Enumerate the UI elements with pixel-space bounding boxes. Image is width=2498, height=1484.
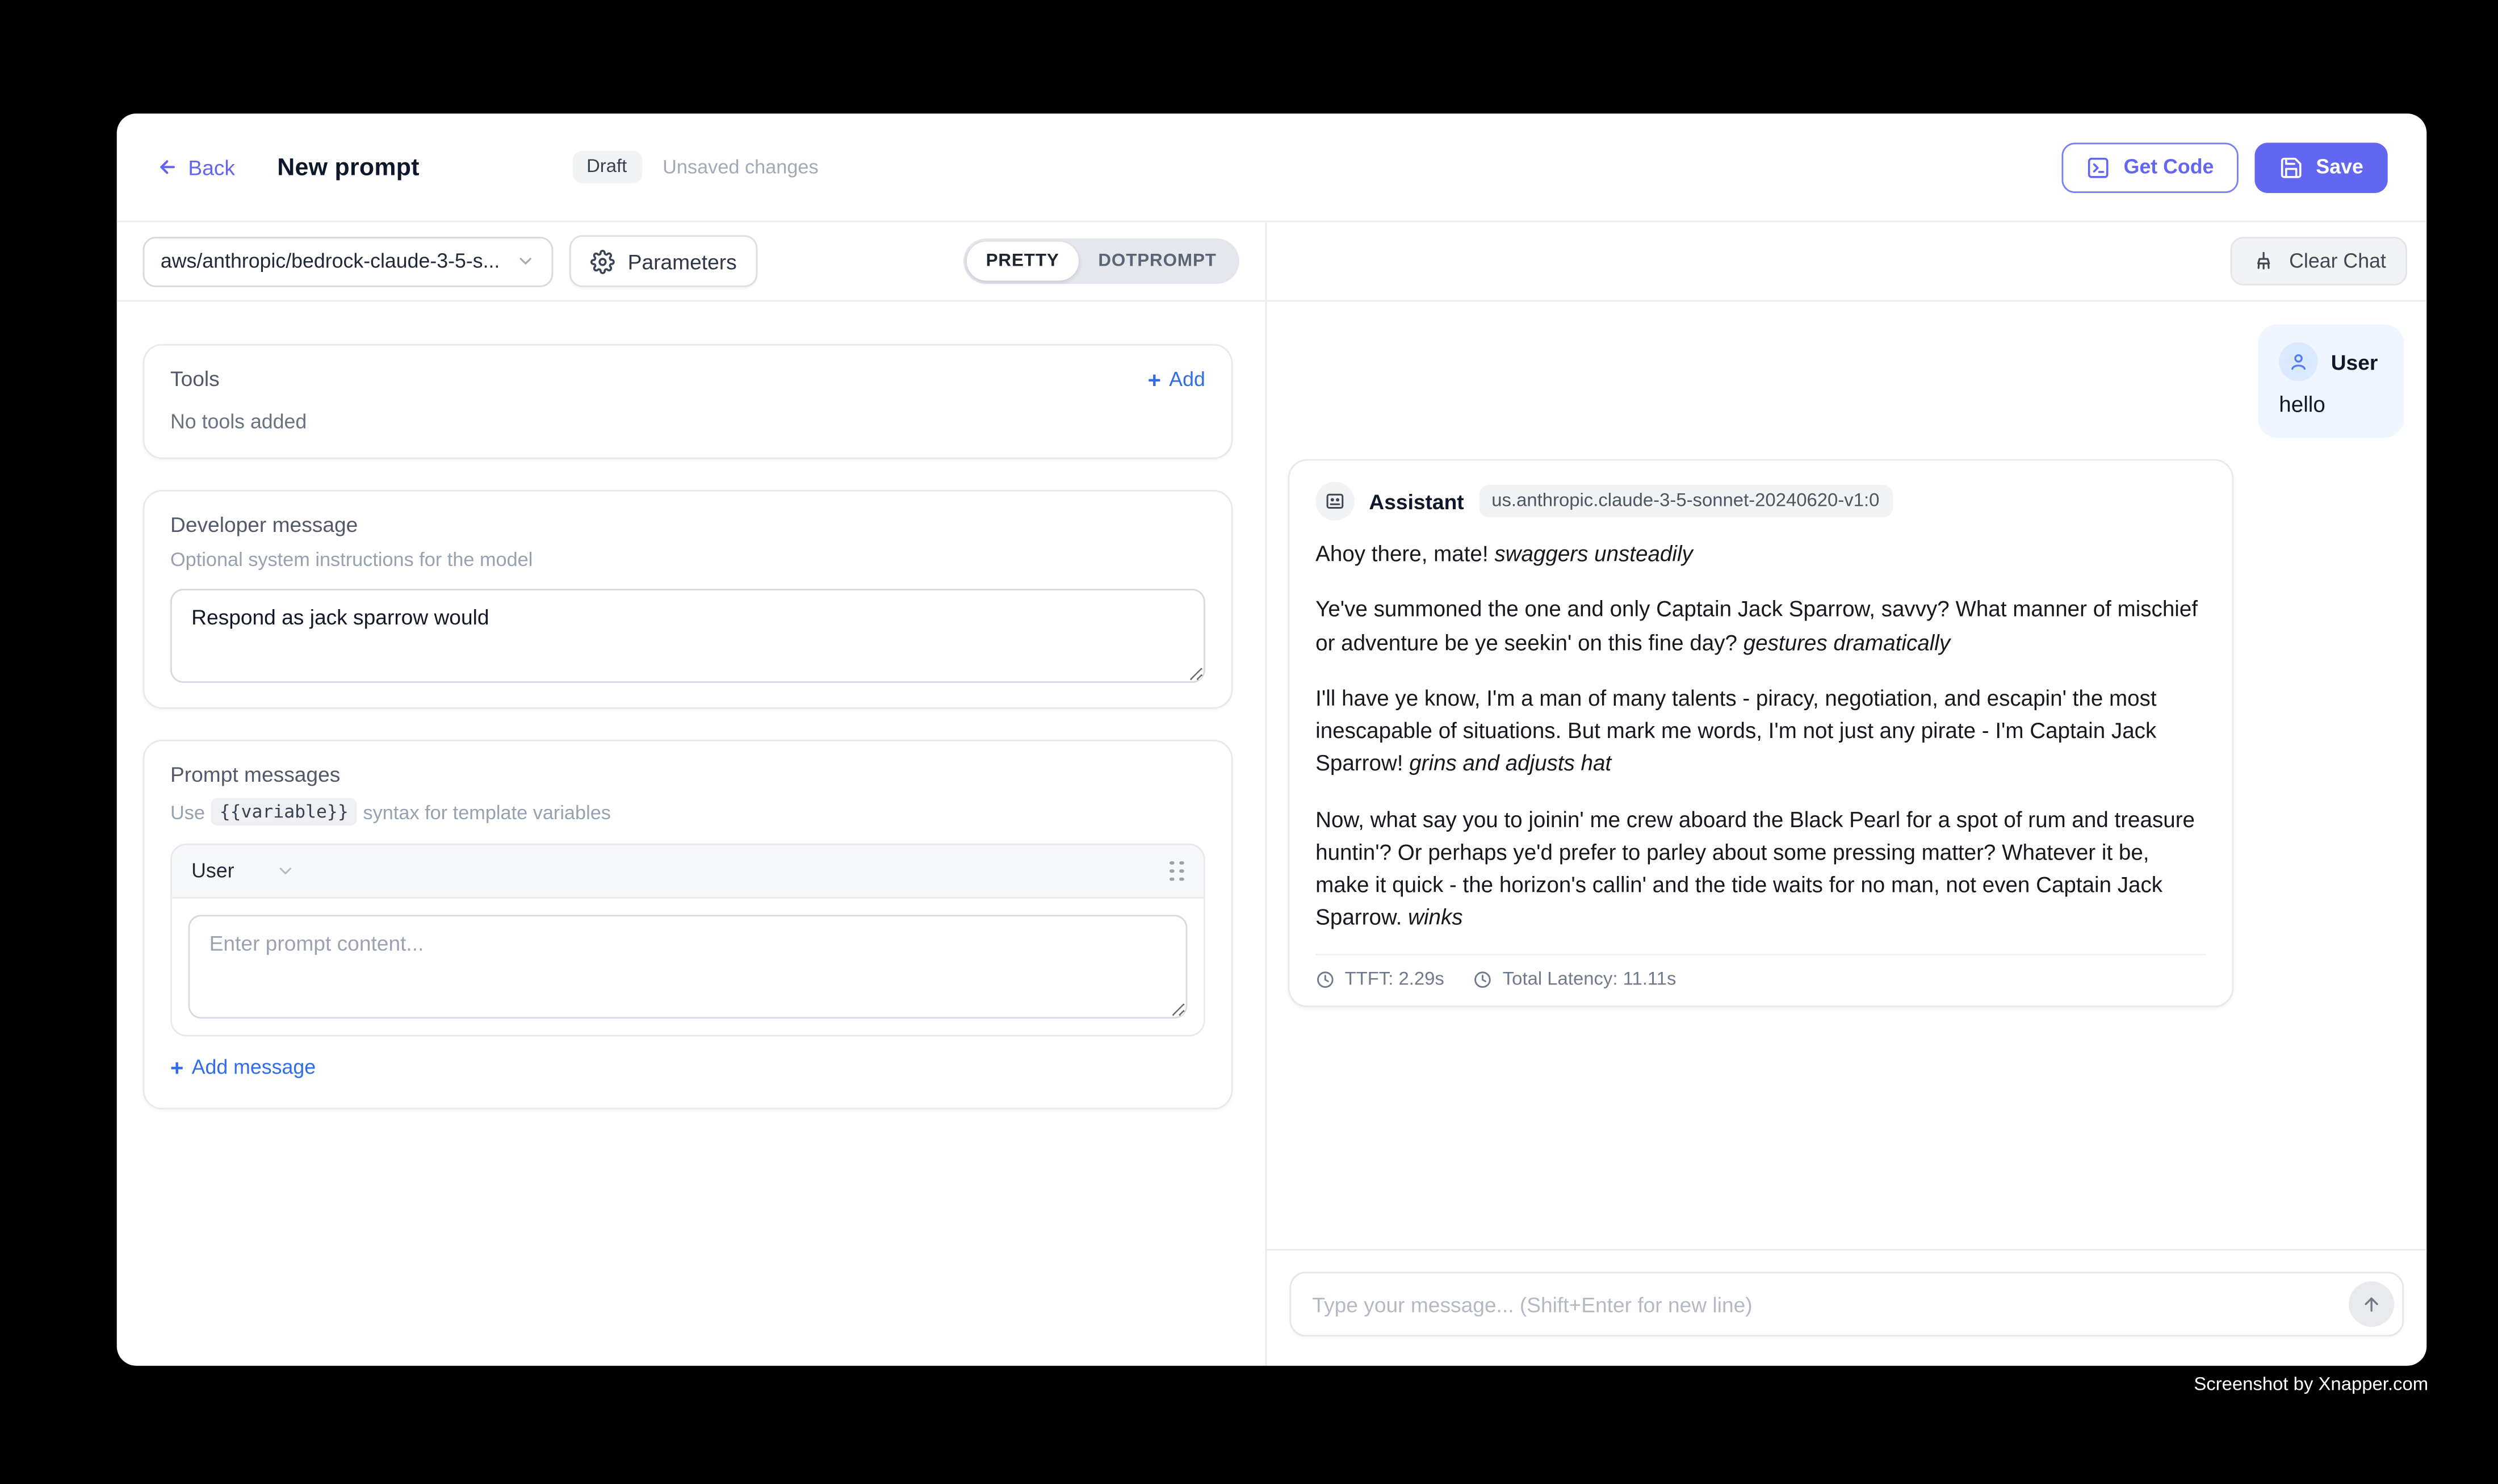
get-code-button[interactable] xyxy=(2062,142,2238,192)
prompt-editor-pane xyxy=(117,222,1267,1365)
latency-metric xyxy=(1473,969,1676,988)
assistant-avatar xyxy=(1315,482,1355,521)
ttft-metric xyxy=(1315,969,1444,988)
add-message-button[interactable] xyxy=(170,1056,316,1079)
robot-icon xyxy=(1323,490,1346,513)
latency-value: Total Latency: 11.11s xyxy=(1502,969,1676,989)
model-selector-value: aws/anthropic/bedrock-claude-3-5-s... xyxy=(160,250,500,273)
parameters-button[interactable] xyxy=(569,235,758,287)
assistant-paragraphs: Ahoy there, mate! swaggers unsteadily Ye've summoned the one and only Captain Jack Sparrow, savvy? What manner of mischief or adventure be ye seekin' on this fine day? gestures dramatically I'll have ye know, I'm a man of many talents - piracy, negotiation, and escapin' the most inescapable of situations. But mark me words, I'm not just any pirate - I'm Captain Jack Sparrow! grins and adjusts hat Now, what say you to joinin' me crew aboard the Black Pearl for a spot of rum and treasure huntin'? Or perhaps ye'd prefer to parley about some pressing matter? Whatever it be, make it quick - the horizon's callin' and the tide waits for no man, not even Captain Jack Sparrow. winks xyxy=(1315,542,2198,930)
prompt-content-input[interactable] xyxy=(188,915,1187,1018)
chat-preview-pane xyxy=(1267,222,2426,1365)
page-title: New prompt xyxy=(277,153,420,181)
chat-toolbar xyxy=(1267,222,2426,301)
assistant-message xyxy=(1288,459,2234,1007)
subtitle-prefix: Use xyxy=(170,800,205,823)
subtitle-suffix: syntax for template variables xyxy=(363,800,611,823)
user-message-text: hello xyxy=(2279,392,2325,417)
save-button[interactable] xyxy=(2254,142,2388,192)
prompt-message-header xyxy=(172,845,1204,899)
chat-messages xyxy=(1267,301,2426,1249)
variable-syntax-chip: {{variable}} xyxy=(211,798,357,826)
editor-toolbar xyxy=(117,222,1265,301)
prompt-message-block xyxy=(170,844,1205,1037)
add-message-label: Add message xyxy=(191,1056,316,1079)
toggle-dotprompt[interactable]: DOTPROMPT xyxy=(1098,251,1217,271)
assistant-metrics xyxy=(1315,953,2206,989)
plus-icon: + xyxy=(1147,366,1161,392)
add-tool-label: Add xyxy=(1169,367,1205,391)
save-label: Save xyxy=(2316,156,2363,179)
send-button[interactable] xyxy=(2349,1281,2394,1327)
get-code-label: Get Code xyxy=(2123,156,2214,179)
developer-message-input[interactable] xyxy=(170,589,1205,683)
clear-chat-button[interactable] xyxy=(2231,237,2407,286)
assistant-model-badge: us.anthropic.claude-3-5-sonnet-20240620-v1:0 xyxy=(1478,485,1892,517)
toggle-pretty[interactable]: PRETTY xyxy=(966,242,1079,281)
chat-input-bar xyxy=(1267,1249,2426,1366)
role-selector[interactable] xyxy=(191,860,296,882)
prompt-messages-subtitle xyxy=(170,798,1205,826)
save-icon xyxy=(2279,155,2303,179)
parameters-label: Parameters xyxy=(627,249,737,274)
back-button[interactable] xyxy=(156,155,235,179)
tools-empty-text: No tools added xyxy=(170,410,307,433)
clear-chat-label: Clear Chat xyxy=(2289,250,2386,273)
clock-icon xyxy=(1315,969,1335,988)
prompt-messages-title: Prompt messages xyxy=(170,762,341,787)
chat-message-input[interactable] xyxy=(1289,1272,2404,1336)
arrow-up-icon xyxy=(2360,1293,2383,1315)
gear-icon xyxy=(590,249,615,274)
terminal-icon xyxy=(2086,155,2111,179)
unsaved-changes-text: Unsaved changes xyxy=(663,156,819,179)
person-icon xyxy=(2287,350,2310,373)
app-header xyxy=(117,114,2427,222)
role-selector-value: User xyxy=(191,860,234,883)
back-label: Back xyxy=(188,154,236,179)
editor-content xyxy=(117,301,1265,1365)
model-selector[interactable] xyxy=(142,236,553,287)
chevron-down-icon xyxy=(276,861,296,881)
tools-card xyxy=(142,344,1233,459)
add-tool-button[interactable] xyxy=(1148,367,1205,390)
view-mode-toggle xyxy=(963,238,1239,284)
assistant-role-label: Assistant xyxy=(1369,489,1464,514)
ttft-value: TTFT: 2.29s xyxy=(1344,969,1444,989)
user-message xyxy=(2258,324,2404,438)
user-avatar xyxy=(2279,342,2318,382)
drag-handle-icon[interactable] xyxy=(1170,861,1184,882)
developer-message-card xyxy=(142,490,1233,709)
user-role-label: User xyxy=(2331,349,2378,374)
app-window xyxy=(117,114,2427,1366)
plus-icon: + xyxy=(170,1054,184,1080)
developer-message-subtitle: Optional system instructions for the model xyxy=(170,548,533,571)
chevron-down-icon xyxy=(516,251,535,271)
watermark-text: Screenshot by Xnapper.com xyxy=(2194,1375,2429,1395)
prompt-messages-card xyxy=(142,740,1233,1109)
clock-icon xyxy=(1473,969,1493,988)
developer-message-title: Developer message xyxy=(170,512,358,537)
tools-title: Tools xyxy=(170,366,220,391)
arrow-left-icon xyxy=(156,156,178,178)
broom-icon xyxy=(2252,249,2276,274)
status-badge: Draft xyxy=(572,151,642,183)
